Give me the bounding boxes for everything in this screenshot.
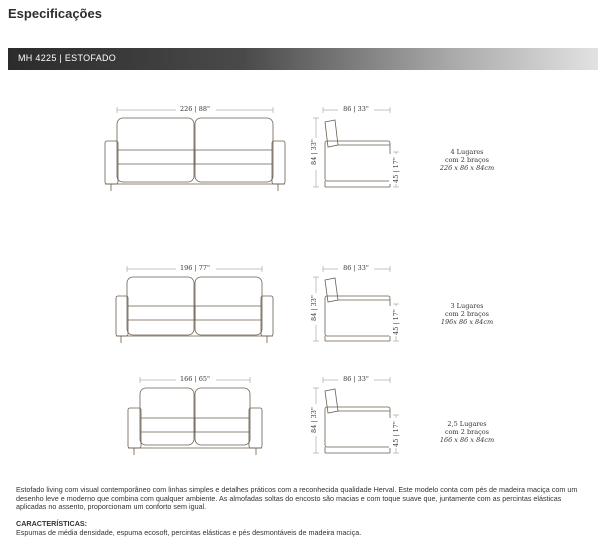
model-label-4-lugares [412,148,522,172]
seat-dimension-4-lugares: 45 | 17" [392,157,400,183]
characteristics-text: Espumas de média densidade, espuma ecosoft, percintas elásticas e pés desmontáveis de madeira maciça. [16,528,362,537]
seat-dimension-2-5-lugares: 45 | 17" [392,421,400,447]
model-arms: com 2 braços [444,156,490,164]
model-arms: com 2 braços [444,310,490,318]
model-seats: 4 Lugares [450,148,484,156]
model-arms: com 2 braços [444,428,490,436]
model-banner-text: MH 4225 | ESTOFADO [18,53,117,63]
characteristics-title: CARACTERÍSTICAS: [16,519,88,528]
height-dimension-2-5-lugares: 84 | 33" [310,407,318,433]
height-dimension-3-lugares: 84 | 33" [310,295,318,321]
product-description: Estofado living com visual contemporâneo com linhas simples e detalhes práticos com a reconhecida qualidade Herval. Este modelo conta com pés de madeira maciça com um desenho leve e moderno que combina com qualquer ambiente. As almofadas soltas do encosto são macias e com toque suave que, juntamente com as percintas elásticas aplicadas no assento, proporcionam um conforto sem igual. [16,485,578,512]
model-label-2-5-lugares [412,420,522,444]
depth-dimension-4-lugares: 86 | 33" [343,105,369,113]
sofa-side-view-3-lugares [313,266,399,341]
width-dimension-4-lugares: 226 | 88" [180,105,210,113]
depth-dimension-3-lugares: 86 | 33" [343,264,369,272]
page-title: Especificações [8,6,102,21]
depth-dimension-2-5-lugares: 86 | 33" [343,375,369,383]
model-measures: 196x 86 x 84cm [440,318,494,326]
model-label-3-lugares [412,302,522,326]
height-dimension-4-lugares: 84 | 33" [310,139,318,165]
model-seats: 3 Lugares [450,302,484,310]
width-dimension-2-5-lugares: 166 | 65" [180,375,210,383]
sofa-front-view-4-lugares [105,107,285,191]
model-measures: 166 x 86 x 84cm [439,436,495,444]
seat-dimension-3-lugares: 45 | 17" [392,309,400,335]
model-measures: 226 x 86 x 84cm [439,164,495,172]
sofa-side-view-2-5-lugares [313,377,399,453]
model-seats: 2,5 Lugares [447,420,487,428]
width-dimension-3-lugares: 196 | 77" [180,264,210,272]
sofa-front-view-2-5-lugares [128,377,262,455]
sofa-front-view-3-lugares [116,266,273,343]
sofa-side-view-4-lugares [313,107,399,187]
